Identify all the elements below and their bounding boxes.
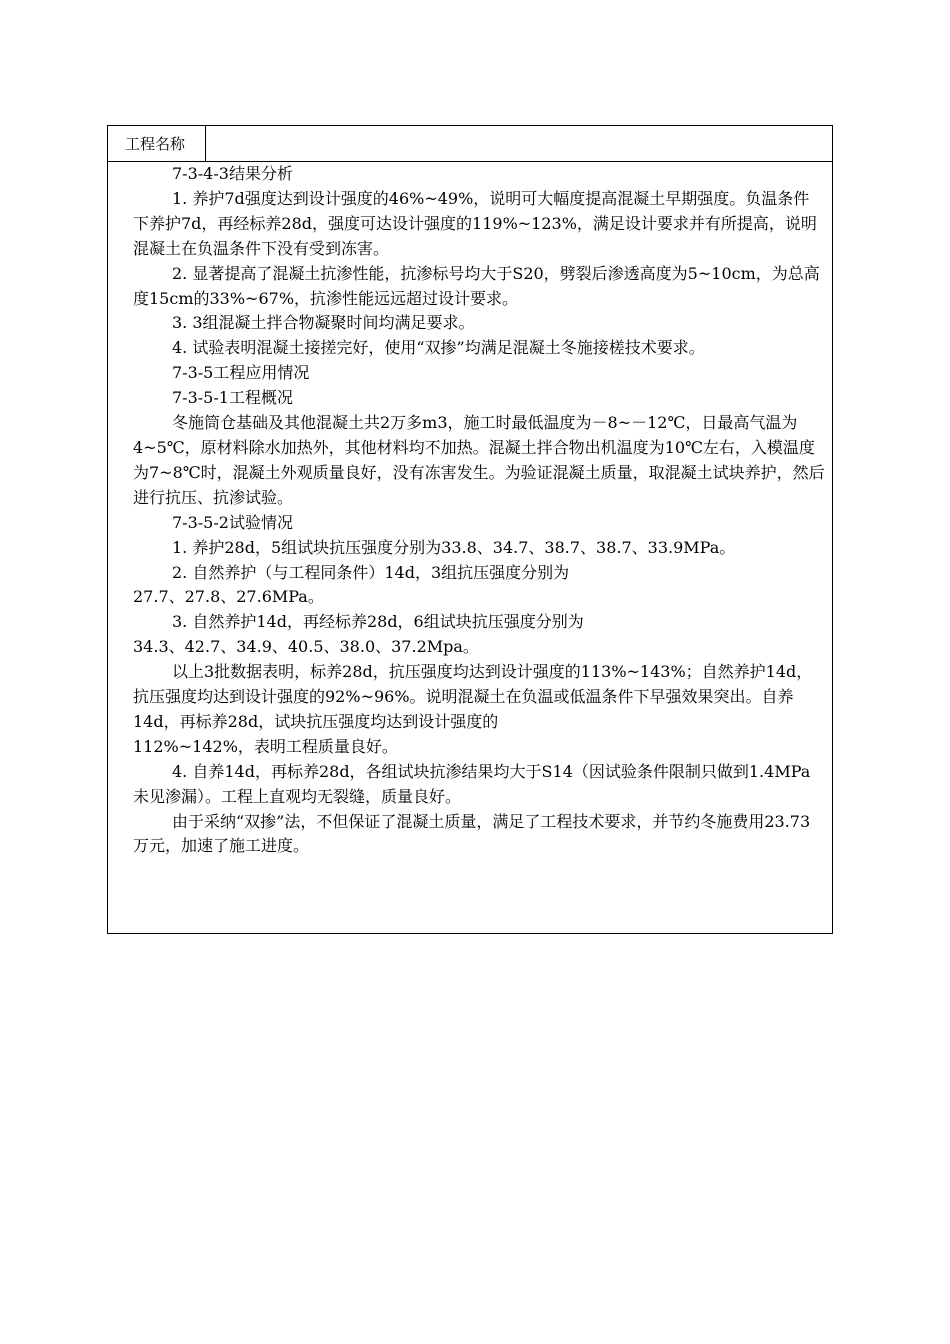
- section-heading-test: 7-3-5-2试验情况: [172, 512, 293, 532]
- paragraph-test-2-values: 27.7、27.8、27.6MPa。: [133, 587, 324, 607]
- section-heading-result-analysis: 7-3-4-3结果分析: [172, 164, 293, 183]
- paragraph-test-1: 1. 养护28d，5组试块抗压强度分别为33.8、34.7、38.7、38.7、33.9MPa。: [172, 537, 736, 557]
- content-body: [108, 162, 832, 859]
- section-heading-overview: 7-3-5-1工程概况: [172, 388, 293, 408]
- paragraph-result-2: 2. 显著提高了混凝土抗渗性能，抗渗标号均大于S20，劈裂后渗透高度为5~10cm，为总高度15cm的33%~67%，抗渗性能远远超过设计要求。: [133, 263, 820, 308]
- project-name-label: 工程名称: [108, 126, 206, 161]
- paragraph-result-4: 4. 试验表明混凝土接搓完好，使用“双掺”均满足混凝土冬施接槎技术要求。: [172, 338, 705, 358]
- paragraph-test-2: 2. 自然养护（与工程同条件）14d，3组抗压强度分别为: [172, 562, 570, 582]
- paragraph-result-3: 3. 3组混凝土拌合物凝聚时间均满足要求。: [172, 313, 475, 333]
- form-table: [107, 125, 833, 934]
- paragraph-summary: 以上3批数据表明，标养28d，抗压强度均达到设计强度的113%~143%；自然养护14d，抗压强度均达到设计强度的92%~96%。说明混凝土在负温或低温条件下早强效果突出。自养14d，再标养28d，试块抗压强度均达到设计强度的: [133, 662, 813, 731]
- paragraph-summary-continued: 112%~142%，表明工程质量良好。: [133, 736, 398, 756]
- paragraph-overview: 冬施筒仓基础及其他混凝土共2万多m3，施工时最低温度为－8~－12℃，日最高气温为4~5℃，原材料除水加热外，其他材料均不加热。混凝土拌合物出机温度为10℃左右，入模温度为7~8℃时，混凝土外观质量良好，没有冻害发生。为验证混凝土质量，取混凝土试块养护，然后进行抗压、抗渗试验。: [133, 413, 825, 507]
- header-row: [108, 126, 832, 162]
- project-name-value: [206, 126, 832, 161]
- paragraph-test-3: 3. 自然养护14d，再经标养28d，6组试块抗压强度分别为: [172, 612, 584, 632]
- section-heading-application: 7-3-5工程应用情况: [172, 363, 310, 383]
- paragraph-conclusion: 由于采纳“双掺”法，不但保证了混凝土质量，满足了工程技术要求，并节约冬施费用23.73万元，加速了施工进度。: [133, 811, 811, 856]
- paragraph-test-4: 4. 自养14d，再标养28d，各组试块抗渗结果均大于S14（因试验条件限制只做到1.4MPa未见渗漏）。工程上直观均无裂缝，质量良好。: [133, 761, 811, 806]
- paragraph-result-1: 1. 养护7d强度达到设计强度的46%~49%，说明可大幅度提高混凝土早期强度。负温条件下养护7d，再经标养28d，强度可达设计强度的119%~123%，满足设计要求并有所提高，说明混凝土在负温条件下没有受到冻害。: [133, 188, 817, 258]
- paragraph-test-3-values: 34.3、42.7、34.9、40.5、38.0、37.2Mpa。: [133, 637, 479, 657]
